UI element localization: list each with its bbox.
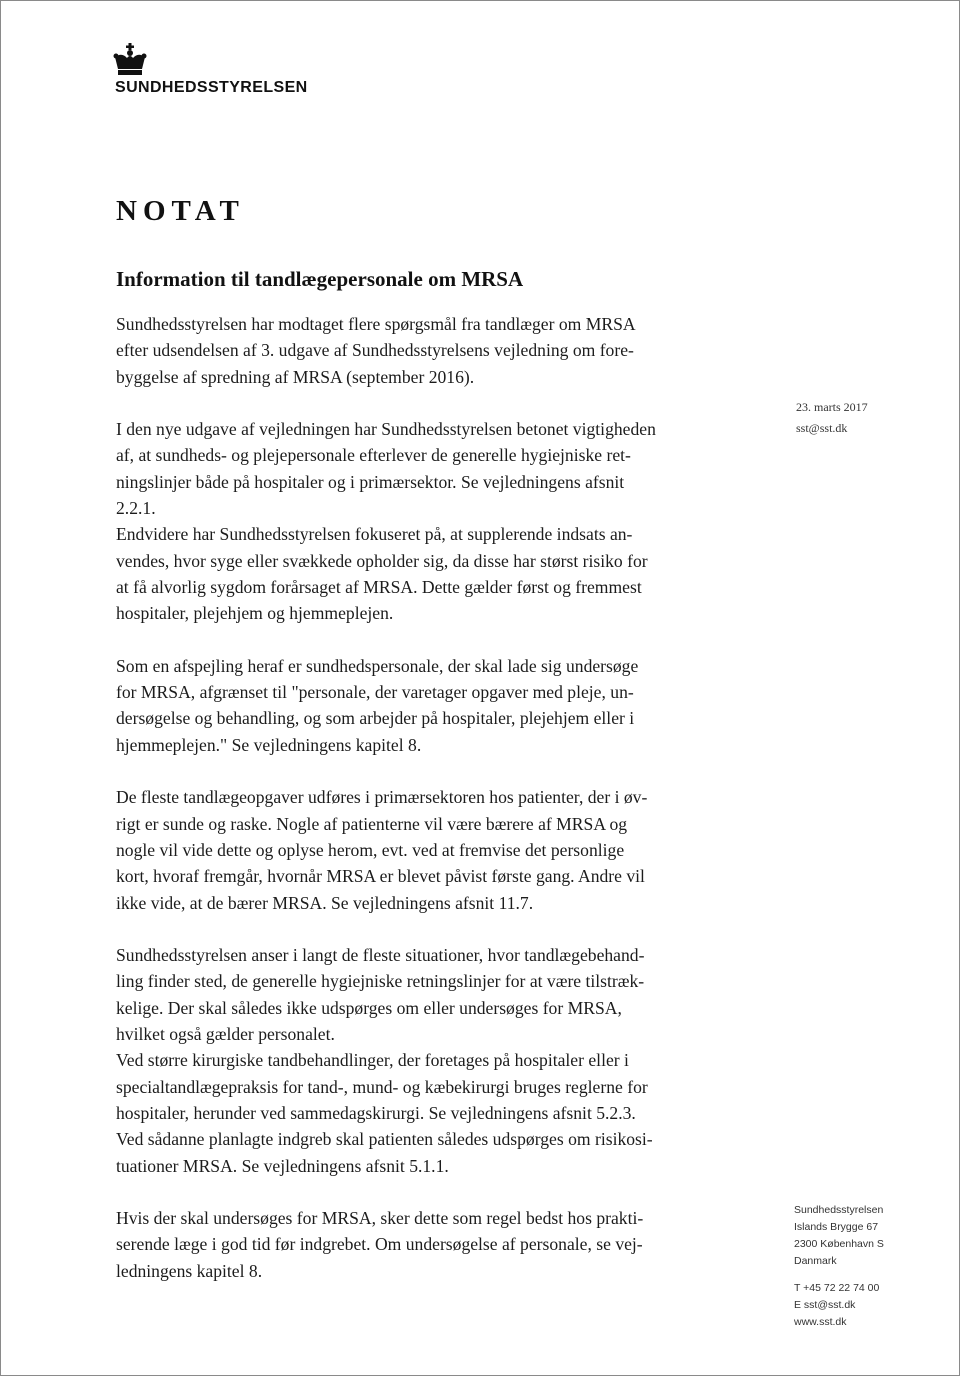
- paragraph-line: nogle vil vide dette og oplyse herom, evt. ved at fremvise det personlige: [116, 839, 625, 860]
- paragraph-line: Sundhedsstyrelsen har modtaget flere spørgsmål fra tandlæger om MRSA: [116, 314, 636, 334]
- footer-address: [794, 1202, 884, 1331]
- paragraph-line: kort, hvoraf fremgår, hvornår MRSA er blevet påvist første gang. Andre vil: [116, 866, 645, 887]
- body-paragraph: [116, 653, 741, 758]
- paragraph-line: Endvidere har Sundhedsstyrelsen fokuseret på, at supplerende indsats an-: [116, 524, 633, 545]
- paragraph-line: dersøgelse og behandling, og som arbejder på hospitaler, plejehjem eller i: [116, 708, 635, 729]
- paragraph-line: ikke vide, at de bærer MRSA. Se vejledningens afsnit 11.7.: [116, 892, 534, 913]
- body-paragraph: [116, 311, 741, 390]
- paragraph-line: at få alvorlig sygdom forårsaget af MRSA. Dette gælder først og fremmest: [116, 576, 642, 597]
- body-paragraph: [116, 416, 741, 626]
- paragraph-line: af, at sundheds- og plejepersonale efterlever de generelle hygiejniske ret-: [116, 445, 631, 466]
- paragraph-line: kelige. Der skal således ikke udspørges om eller undersøges for MRSA,: [116, 997, 622, 1018]
- body-paragraph: [116, 784, 741, 915]
- address-email: E sst@sst.dk: [794, 1299, 856, 1311]
- paragraph-line: hvilket også gælder personalet.: [116, 1024, 335, 1045]
- paragraph-line: ledningens kapitel 8.: [116, 1260, 263, 1281]
- paragraph-line: hospitaler, plejehjem og hjemmeplejen.: [116, 603, 394, 624]
- paragraph-line: specialtandlægepraksis for tand-, mund- og kæbekirurgi bruges reglerne for: [116, 1076, 648, 1097]
- paragraph-line: Ved sådanne planlagte indgreb skal patienten således udspørges om risikosi-: [116, 1129, 653, 1150]
- document-type: NOTAT: [116, 195, 245, 227]
- paragraph-line: hjemmeplejen." Se vejledningens kapitel 8.: [116, 734, 422, 755]
- paragraph-line: for MRSA, afgrænset til "personale, der varetager opgaver med pleje, un-: [116, 682, 634, 703]
- address-web: www.sst.dk: [794, 1316, 847, 1328]
- paragraph-line: 2.2.1.: [116, 498, 156, 519]
- paragraph-line: serende læge i god tid før indgrebet. Om undersøgelse af personale, se vej-: [116, 1234, 643, 1255]
- paragraph-line: tuationer MRSA. Se vejledningens afsnit 5.1.1.: [116, 1155, 449, 1176]
- paragraph-line: Sundhedsstyrelsen anser i langt de fleste situationer, hvor tandlægebehand-: [116, 945, 645, 966]
- crown-icon: [113, 43, 147, 77]
- paragraph-line: rigt er sunde og raske. Nogle af patienterne vil være bærere af MRSA og: [116, 813, 628, 834]
- paragraph-line: I den nye udgave af vejledningen har Sundhedsstyrelsen betonet vigtigheden: [116, 419, 656, 440]
- document-body: [116, 311, 741, 1310]
- paragraph-line: Som en afspejling heraf er sundhedspersonale, der skal lade sig undersøge: [116, 655, 639, 676]
- paragraph-line: byggelse af spredning af MRSA (september 2016).: [116, 366, 475, 387]
- document-date: 23. marts 2017: [796, 400, 868, 414]
- address-phone: T +45 72 22 74 00: [794, 1282, 880, 1294]
- document-title: Information til tandlægepersonale om MRSA: [116, 267, 524, 291]
- address-city: 2300 København S: [794, 1238, 884, 1250]
- paragraph-line: De fleste tandlægeopgaver udføres i primærsektoren hos patienter, der i øv-: [116, 787, 648, 808]
- paragraph-line: hospitaler, herunder ved sammedagskirurgi. Se vejledningens afsnit 5.2.3.: [116, 1102, 636, 1123]
- body-paragraph: [116, 942, 741, 1179]
- paragraph-line: Ved større kirurgiske tandbehandlinger, der foretages på hospitaler eller i: [116, 1050, 629, 1071]
- contact-email: sst@sst.dk: [796, 421, 848, 435]
- paragraph-line: efter udsendelsen af 3. udgave af Sundhedsstyrelsens vejledning om fore-: [116, 340, 634, 361]
- organisation-wordmark: SUNDHEDSSTYRELSEN: [115, 79, 308, 96]
- document-meta: [796, 397, 868, 439]
- paragraph-line: vendes, hvor syge eller svækkede opholder sig, da disse har størst risiko for: [116, 550, 648, 571]
- paragraph-line: ningslinjer både på hospitaler og i primærsektor. Se vejledningens afsnit: [116, 471, 625, 492]
- paragraph-line: Hvis der skal undersøges for MRSA, sker dette som regel bedst hos prakti-: [116, 1208, 644, 1229]
- address-country: Danmark: [794, 1255, 837, 1267]
- address-name: Sundhedsstyrelsen: [794, 1204, 884, 1216]
- body-paragraph: [116, 1205, 741, 1284]
- paragraph-line: ling finder sted, de generelle hygiejniske retningslinjer for at være tilstræk-: [116, 971, 645, 992]
- address-street: Islands Brygge 67: [794, 1221, 879, 1233]
